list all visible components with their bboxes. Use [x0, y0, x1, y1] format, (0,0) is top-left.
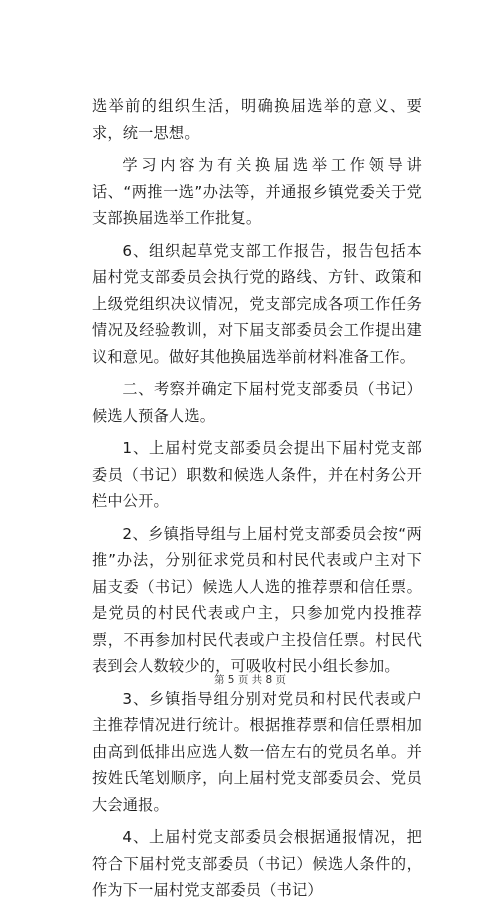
paragraph-item-1: 1、上届村党支部委员会提出下届村党支部委员（书记）职数和候选人条件，并在村务公开栏中公开。: [92, 439, 422, 510]
section-heading-2: 二、考察并确定下届村党支部委员（书记）候选人预备人选。: [92, 380, 422, 425]
paragraph-2: 学习内容为有关换届选举工作领导讲话、“两推一选”办法等，并通报乡镇党委关于党支部换届选举工作批复。: [92, 156, 422, 227]
document-body: [92, 93, 422, 904]
paragraph-1: 选举前的组织生活，明确换届选举的意义、要求，统一思想。: [92, 97, 422, 142]
paragraph-3: 6、组织起草党支部工作报告，报告包括本届村党支部委员会执行党的路线、方针、政策和上级党组织决议情况，党支部完成各项工作任务情况及经验教训，对下届支部委员会工作提出建议和意见。做好其他换届选举前材料准备工作。: [92, 241, 422, 366]
paragraph-item-2: 2、乡镇指导组与上届村党支部委员会按“两推”办法，分别征求党员和村民代表或户主对下届支委（书记）候选人人选的推荐票和信任票。是党员的村民代表或户主，只参加党内投推荐票，不再参加村民代表或户主投信任票。村民代表到会人数较少的，可吸收村民小组长参加。: [92, 524, 422, 675]
paragraph-item-3: 3、乡镇指导组分别对党员和村民代表或户主推荐情况进行统计。根据推荐票和信任票相加由高到低排出应选人数一倍左右的党员名单。并按姓氏笔划顺序，向上届村党支部委员会、党员大会通报。: [92, 689, 422, 814]
page-footer: 第 5 页 共 8 页: [213, 674, 287, 686]
paragraph-item-4: 4、上届村党支部委员会根据通报情况，把符合下届村党支部委员（书记）候选人条件的，作为下一届村党支部委员（书记）: [92, 828, 422, 899]
